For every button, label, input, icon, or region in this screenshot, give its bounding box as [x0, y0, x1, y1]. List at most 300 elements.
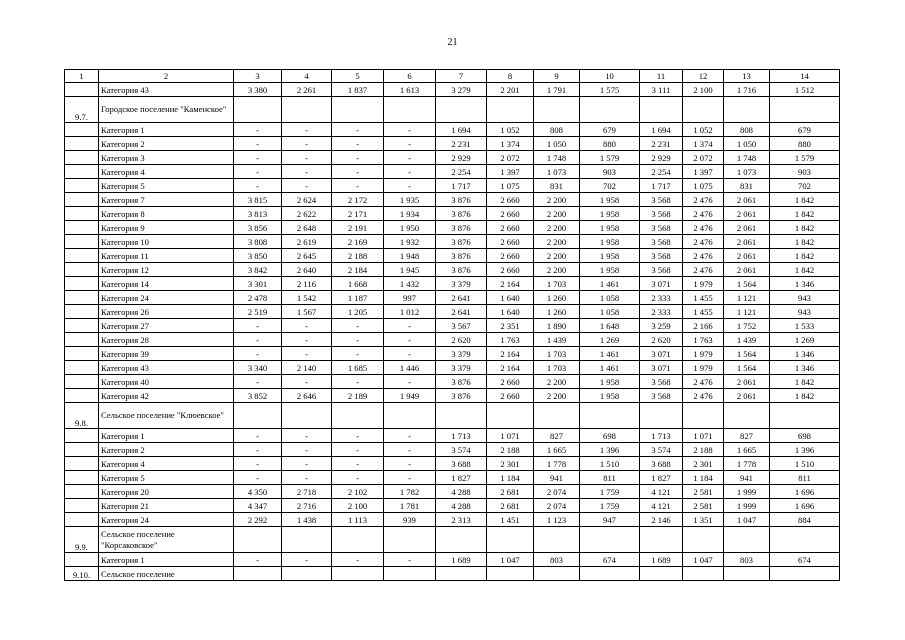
- value-cell: 1 564: [724, 277, 770, 291]
- value-cell: 1 075: [683, 179, 724, 193]
- table-row: [65, 193, 840, 207]
- value-cell: -: [234, 319, 282, 333]
- value-cell: 2 061: [724, 221, 770, 235]
- value-cell: 1 446: [384, 361, 436, 375]
- value-cell: 2 646: [282, 389, 332, 403]
- category-name-cell: Категория 1: [99, 429, 234, 443]
- table-row: [65, 389, 840, 403]
- value-cell: 3 379: [436, 347, 487, 361]
- row-number-cell: [65, 499, 99, 513]
- value-cell: 1 717: [436, 179, 487, 193]
- value-cell: 1 958: [580, 263, 640, 277]
- section-name-cell: Городское поселение "Каменское": [99, 97, 234, 123]
- value-cell: 1 703: [534, 361, 580, 375]
- value-cell: -: [384, 471, 436, 485]
- value-cell: 1 058: [580, 305, 640, 319]
- value-cell: 3 568: [640, 263, 683, 277]
- category-name-cell: Категория 20: [99, 485, 234, 499]
- value-cell: 1 748: [724, 151, 770, 165]
- value-cell: -: [384, 137, 436, 151]
- section-row: [65, 567, 840, 581]
- value-cell: -: [332, 137, 384, 151]
- value-cell: 674: [580, 553, 640, 567]
- table-row: [65, 235, 840, 249]
- table-row: [65, 457, 840, 471]
- value-cell: 2 171: [332, 207, 384, 221]
- empty-cell: [487, 527, 534, 553]
- value-cell: 4 347: [234, 499, 282, 513]
- empty-cell: [534, 567, 580, 581]
- value-cell: 3 856: [234, 221, 282, 235]
- value-cell: 3 111: [640, 83, 683, 97]
- value-cell: 3 876: [436, 221, 487, 235]
- value-cell: -: [282, 123, 332, 137]
- column-number-cell: 13: [724, 70, 770, 83]
- empty-cell: [384, 527, 436, 553]
- value-cell: -: [332, 457, 384, 471]
- category-name-cell: Категория 24: [99, 291, 234, 305]
- tariff-table: [64, 69, 840, 581]
- value-cell: 1 047: [683, 553, 724, 567]
- value-cell: 2 061: [724, 389, 770, 403]
- section-row: [65, 403, 840, 429]
- value-cell: 2 476: [683, 235, 724, 249]
- value-cell: -: [384, 443, 436, 457]
- value-cell: 2 188: [487, 443, 534, 457]
- value-cell: 2 072: [487, 151, 534, 165]
- value-cell: 827: [534, 429, 580, 443]
- section-number-cell: 9.8.: [65, 403, 99, 429]
- value-cell: 3 568: [640, 375, 683, 389]
- value-cell: 2 200: [534, 375, 580, 389]
- value-cell: 1 932: [384, 235, 436, 249]
- value-cell: 2 061: [724, 263, 770, 277]
- value-cell: 2 476: [683, 221, 724, 235]
- value-cell: 3 568: [640, 235, 683, 249]
- value-cell: 1 542: [282, 291, 332, 305]
- column-number-cell: 3: [234, 70, 282, 83]
- category-name-cell: Категория 4: [99, 457, 234, 471]
- row-number-cell: [65, 83, 99, 97]
- value-cell: -: [282, 333, 332, 347]
- value-cell: 939: [384, 513, 436, 527]
- value-cell: 2 164: [487, 347, 534, 361]
- value-cell: 2 660: [487, 221, 534, 235]
- empty-cell: [332, 527, 384, 553]
- table-row: [65, 291, 840, 305]
- empty-cell: [282, 403, 332, 429]
- column-number-cell: 14: [770, 70, 840, 83]
- empty-cell: [683, 97, 724, 123]
- table-row: [65, 319, 840, 333]
- value-cell: 1 713: [640, 429, 683, 443]
- value-cell: -: [282, 347, 332, 361]
- value-cell: 2 648: [282, 221, 332, 235]
- section-number-cell: 9.7.: [65, 97, 99, 123]
- value-cell: 3 876: [436, 389, 487, 403]
- empty-cell: [282, 527, 332, 553]
- table-body: [65, 70, 840, 581]
- table-row: [65, 347, 840, 361]
- value-cell: 2 172: [332, 193, 384, 207]
- empty-cell: [580, 527, 640, 553]
- value-cell: 2 581: [683, 499, 724, 513]
- value-cell: -: [384, 319, 436, 333]
- value-cell: -: [332, 123, 384, 137]
- value-cell: 3 574: [436, 443, 487, 457]
- value-cell: -: [384, 429, 436, 443]
- value-cell: 3 379: [436, 361, 487, 375]
- value-cell: -: [282, 137, 332, 151]
- empty-cell: [384, 567, 436, 581]
- value-cell: 2 929: [640, 151, 683, 165]
- empty-cell: [332, 403, 384, 429]
- value-cell: 2 622: [282, 207, 332, 221]
- table-row: [65, 83, 840, 97]
- empty-cell: [487, 403, 534, 429]
- category-name-cell: Категория 28: [99, 333, 234, 347]
- value-cell: 2 620: [436, 333, 487, 347]
- value-cell: 1 123: [534, 513, 580, 527]
- value-cell: 1 716: [724, 83, 770, 97]
- value-cell: 1 949: [384, 389, 436, 403]
- value-cell: 2 660: [487, 249, 534, 263]
- section-number-cell: 9.10.: [65, 567, 99, 581]
- column-number-cell: 10: [580, 70, 640, 83]
- value-cell: 1 842: [770, 193, 840, 207]
- value-cell: -: [282, 443, 332, 457]
- value-cell: 2 351: [487, 319, 534, 333]
- value-cell: 2 169: [332, 235, 384, 249]
- value-cell: -: [332, 165, 384, 179]
- table-row: [65, 499, 840, 513]
- value-cell: -: [234, 457, 282, 471]
- value-cell: 941: [534, 471, 580, 485]
- table-row: [65, 137, 840, 151]
- value-cell: -: [384, 165, 436, 179]
- value-cell: 4 288: [436, 499, 487, 513]
- row-number-cell: [65, 235, 99, 249]
- value-cell: 1 979: [683, 277, 724, 291]
- empty-cell: [683, 403, 724, 429]
- value-cell: 2 718: [282, 485, 332, 499]
- value-cell: 2 476: [683, 207, 724, 221]
- value-cell: 2 620: [640, 333, 683, 347]
- value-cell: 3 574: [640, 443, 683, 457]
- value-cell: 803: [534, 553, 580, 567]
- empty-cell: [580, 403, 640, 429]
- value-cell: 2 061: [724, 207, 770, 221]
- value-cell: -: [332, 429, 384, 443]
- empty-cell: [436, 527, 487, 553]
- row-number-cell: [65, 471, 99, 485]
- value-cell: 1 533: [770, 319, 840, 333]
- table-row: [65, 361, 840, 375]
- category-name-cell: Категория 9: [99, 221, 234, 235]
- value-cell: 3 876: [436, 207, 487, 221]
- value-cell: -: [234, 443, 282, 457]
- value-cell: -: [234, 333, 282, 347]
- category-name-cell: Категория 3: [99, 151, 234, 165]
- value-cell: 2 641: [436, 305, 487, 319]
- value-cell: 1 058: [580, 291, 640, 305]
- value-cell: 1 579: [580, 151, 640, 165]
- value-cell: 1 397: [487, 165, 534, 179]
- value-cell: 1 461: [580, 277, 640, 291]
- row-number-cell: [65, 333, 99, 347]
- value-cell: -: [234, 375, 282, 389]
- table-row: [65, 221, 840, 235]
- section-name-cell: Сельское поселение: [99, 567, 234, 581]
- value-cell: 3 876: [436, 249, 487, 263]
- value-cell: 1 979: [683, 361, 724, 375]
- value-cell: 3 852: [234, 389, 282, 403]
- value-cell: 3 568: [640, 221, 683, 235]
- table-row: [65, 375, 840, 389]
- value-cell: 997: [384, 291, 436, 305]
- value-cell: 1 842: [770, 263, 840, 277]
- value-cell: 1 052: [683, 123, 724, 137]
- column-number-cell: 6: [384, 70, 436, 83]
- value-cell: 1 640: [487, 291, 534, 305]
- row-number-cell: [65, 263, 99, 277]
- empty-cell: [683, 527, 724, 553]
- empty-cell: [332, 97, 384, 123]
- value-cell: 1 455: [683, 291, 724, 305]
- value-cell: 2 641: [436, 291, 487, 305]
- table-row: [65, 333, 840, 347]
- empty-cell: [724, 97, 770, 123]
- value-cell: 1 665: [534, 443, 580, 457]
- value-cell: 1 121: [724, 291, 770, 305]
- value-cell: 803: [724, 553, 770, 567]
- value-cell: 702: [770, 179, 840, 193]
- value-cell: 3 379: [436, 277, 487, 291]
- value-cell: 1 842: [770, 375, 840, 389]
- value-cell: 1 685: [332, 361, 384, 375]
- value-cell: 1 999: [724, 485, 770, 499]
- column-number-cell: 5: [332, 70, 384, 83]
- value-cell: 2 929: [436, 151, 487, 165]
- value-cell: 698: [580, 429, 640, 443]
- value-cell: 1 512: [770, 83, 840, 97]
- row-number-cell: [65, 193, 99, 207]
- value-cell: -: [282, 457, 332, 471]
- value-cell: -: [384, 151, 436, 165]
- value-cell: 2 476: [683, 263, 724, 277]
- row-number-cell: [65, 137, 99, 151]
- value-cell: 1 075: [487, 179, 534, 193]
- section-row: [65, 97, 840, 123]
- value-cell: 2 301: [487, 457, 534, 471]
- category-name-cell: Категория 26: [99, 305, 234, 319]
- section-name-cell: Сельское поселение "Клюевское": [99, 403, 234, 429]
- value-cell: 1 050: [724, 137, 770, 151]
- value-cell: 2 231: [436, 137, 487, 151]
- column-number-cell: 9: [534, 70, 580, 83]
- value-cell: 2 164: [487, 277, 534, 291]
- row-number-cell: [65, 347, 99, 361]
- table-row: [65, 165, 840, 179]
- category-name-cell: Категория 2: [99, 137, 234, 151]
- value-cell: 2 640: [282, 263, 332, 277]
- value-cell: -: [234, 123, 282, 137]
- value-cell: -: [282, 471, 332, 485]
- value-cell: 3 071: [640, 361, 683, 375]
- empty-cell: [332, 567, 384, 581]
- value-cell: 2 200: [534, 263, 580, 277]
- row-number-cell: [65, 361, 99, 375]
- value-cell: 2 333: [640, 305, 683, 319]
- empty-cell: [640, 567, 683, 581]
- empty-cell: [534, 403, 580, 429]
- value-cell: 2 660: [487, 263, 534, 277]
- value-cell: 1 205: [332, 305, 384, 319]
- value-cell: 1 958: [580, 207, 640, 221]
- value-cell: 1 748: [534, 151, 580, 165]
- category-name-cell: Категория 43: [99, 83, 234, 97]
- row-number-cell: [65, 553, 99, 567]
- value-cell: 3 568: [640, 389, 683, 403]
- value-cell: 1 184: [487, 471, 534, 485]
- value-cell: -: [384, 179, 436, 193]
- section-name-cell: Сельское поселение "Корсаковское": [99, 527, 234, 553]
- value-cell: 3 568: [640, 207, 683, 221]
- value-cell: 1 052: [487, 123, 534, 137]
- value-cell: 1 346: [770, 277, 840, 291]
- category-name-cell: Категория 27: [99, 319, 234, 333]
- empty-cell: [534, 97, 580, 123]
- value-cell: 1 763: [487, 333, 534, 347]
- value-cell: 2 660: [487, 193, 534, 207]
- value-cell: 679: [770, 123, 840, 137]
- value-cell: 698: [770, 429, 840, 443]
- empty-cell: [683, 567, 724, 581]
- value-cell: 1 842: [770, 235, 840, 249]
- value-cell: 1 948: [384, 249, 436, 263]
- value-cell: 4 121: [640, 499, 683, 513]
- value-cell: -: [384, 123, 436, 137]
- value-cell: 2 261: [282, 83, 332, 97]
- row-number-cell: [65, 123, 99, 137]
- value-cell: 1 374: [683, 137, 724, 151]
- value-cell: 1 579: [770, 151, 840, 165]
- value-cell: 1 665: [724, 443, 770, 457]
- value-cell: 2 140: [282, 361, 332, 375]
- value-cell: 1 575: [580, 83, 640, 97]
- section-row: [65, 527, 840, 553]
- empty-cell: [384, 97, 436, 123]
- value-cell: 1 945: [384, 263, 436, 277]
- value-cell: -: [234, 137, 282, 151]
- category-name-cell: Категория 5: [99, 179, 234, 193]
- value-cell: 1 958: [580, 193, 640, 207]
- value-cell: -: [332, 553, 384, 567]
- value-cell: 811: [770, 471, 840, 485]
- category-name-cell: Категория 2: [99, 443, 234, 457]
- value-cell: 1 047: [724, 513, 770, 527]
- value-cell: 2 313: [436, 513, 487, 527]
- row-number-cell: [65, 151, 99, 165]
- column-number-cell: 1: [65, 70, 99, 83]
- row-number-cell: [65, 291, 99, 305]
- value-cell: 3 071: [640, 347, 683, 361]
- column-number-cell: 11: [640, 70, 683, 83]
- value-cell: 1 396: [580, 443, 640, 457]
- value-cell: 2 333: [640, 291, 683, 305]
- value-cell: 1 791: [534, 83, 580, 97]
- value-cell: -: [332, 443, 384, 457]
- value-cell: 2 188: [332, 249, 384, 263]
- row-number-cell: [65, 249, 99, 263]
- value-cell: 1 269: [770, 333, 840, 347]
- table-row: [65, 179, 840, 193]
- value-cell: 1 713: [436, 429, 487, 443]
- value-cell: 1 827: [640, 471, 683, 485]
- category-name-cell: Категория 1: [99, 123, 234, 137]
- value-cell: 1 567: [282, 305, 332, 319]
- value-cell: 3 380: [234, 83, 282, 97]
- value-cell: 1 510: [580, 457, 640, 471]
- value-cell: -: [282, 319, 332, 333]
- value-cell: 2 184: [332, 263, 384, 277]
- value-cell: -: [332, 179, 384, 193]
- empty-cell: [770, 567, 840, 581]
- value-cell: 1 694: [640, 123, 683, 137]
- value-cell: 2 624: [282, 193, 332, 207]
- table-row: [65, 471, 840, 485]
- category-name-cell: Категория 12: [99, 263, 234, 277]
- value-cell: -: [384, 553, 436, 567]
- value-cell: 3 850: [234, 249, 282, 263]
- table-row: [65, 485, 840, 499]
- value-cell: 811: [580, 471, 640, 485]
- table-row: [65, 207, 840, 221]
- value-cell: -: [332, 471, 384, 485]
- value-cell: 1 438: [282, 513, 332, 527]
- value-cell: 808: [534, 123, 580, 137]
- value-cell: 679: [580, 123, 640, 137]
- value-cell: -: [234, 165, 282, 179]
- empty-cell: [487, 567, 534, 581]
- value-cell: 1 752: [724, 319, 770, 333]
- row-number-cell: [65, 305, 99, 319]
- value-cell: 2 200: [534, 221, 580, 235]
- value-cell: 2 292: [234, 513, 282, 527]
- column-number-cell: 7: [436, 70, 487, 83]
- section-number-cell: 9.9.: [65, 527, 99, 553]
- value-cell: 1 979: [683, 347, 724, 361]
- value-cell: 3 567: [436, 319, 487, 333]
- value-cell: 1 842: [770, 207, 840, 221]
- value-cell: 1 778: [534, 457, 580, 471]
- value-cell: 2 660: [487, 235, 534, 249]
- value-cell: 3 340: [234, 361, 282, 375]
- value-cell: -: [234, 151, 282, 165]
- value-cell: 1 346: [770, 361, 840, 375]
- value-cell: 3 071: [640, 277, 683, 291]
- row-number-cell: [65, 319, 99, 333]
- value-cell: 1 269: [580, 333, 640, 347]
- table-row: [65, 553, 840, 567]
- value-cell: 1 763: [683, 333, 724, 347]
- value-cell: 1 837: [332, 83, 384, 97]
- value-cell: 4 121: [640, 485, 683, 499]
- category-name-cell: Категория 1: [99, 553, 234, 567]
- value-cell: -: [282, 429, 332, 443]
- category-name-cell: Категория 39: [99, 347, 234, 361]
- value-cell: 1 781: [384, 499, 436, 513]
